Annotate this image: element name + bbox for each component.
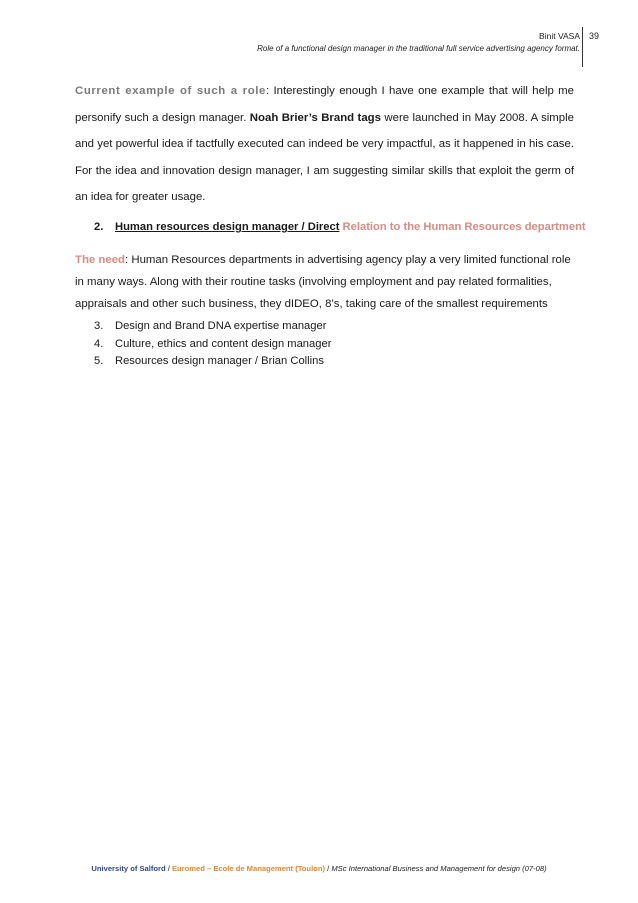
header-subtitle: Role of a functional design manager in the traditional full service advertising agency format. bbox=[257, 44, 580, 53]
page-footer bbox=[0, 864, 638, 873]
list-item bbox=[94, 318, 331, 336]
list-number: 5. bbox=[94, 355, 104, 368]
footer-university: University of Salford bbox=[91, 864, 166, 873]
page-number: 39 bbox=[589, 31, 600, 41]
list-item bbox=[94, 336, 331, 354]
list-label: Culture, ethics and content design manager bbox=[115, 337, 332, 350]
list-number: 3. bbox=[94, 320, 104, 332]
header-author: Binit VASA bbox=[539, 31, 580, 41]
footer-separator: / bbox=[165, 864, 172, 873]
footer-program: MSc International Business and Management for design (07-08) bbox=[331, 864, 547, 873]
section-number: 2. bbox=[94, 221, 104, 233]
section-heading bbox=[94, 221, 586, 233]
footer-euromed: Euromed – Ecole de Management (Toulon) bbox=[171, 864, 325, 873]
paragraph-the-need bbox=[75, 249, 574, 315]
paragraph-text: : Human Resources departments in advertising agency play a very limited functional role in many ways. Along with their routine tasks (involving employment and pay related formalities, appraisals and other such business, they dIDEO, 8’s, taking care of the smallest requirements bbox=[75, 254, 571, 310]
footer-separator: / bbox=[325, 864, 332, 873]
header-divider bbox=[582, 27, 583, 67]
need-label: The need bbox=[75, 254, 126, 266]
lead-label: Current example of such a role bbox=[75, 85, 266, 97]
paragraph-current-example bbox=[75, 78, 574, 211]
list-label: Design and Brand DNA expertise manager bbox=[115, 320, 327, 332]
list-label: Resources design manager / Brian Collins bbox=[115, 355, 324, 368]
paragraph-text: : Interestingly enough I have one example that will help me personify such a design manager. bbox=[75, 85, 574, 124]
section-title: Human resources design manager / Direct bbox=[115, 221, 340, 233]
section-relation: Relation to the Human Resources department bbox=[339, 221, 586, 233]
numbered-list bbox=[94, 318, 331, 371]
list-item bbox=[94, 353, 331, 371]
emphasis-text: Noah Brier’s Brand tags bbox=[249, 111, 381, 124]
list-number: 4. bbox=[94, 337, 104, 350]
paragraph-text: were launched in May 2008. A simple and yet powerful idea if tactfully executed can indeed be very impactful, as it happened in his case. For the idea and innovation design manager, I am suggesting similar skills that exploit the germ of an idea for greater usage. bbox=[75, 111, 574, 203]
